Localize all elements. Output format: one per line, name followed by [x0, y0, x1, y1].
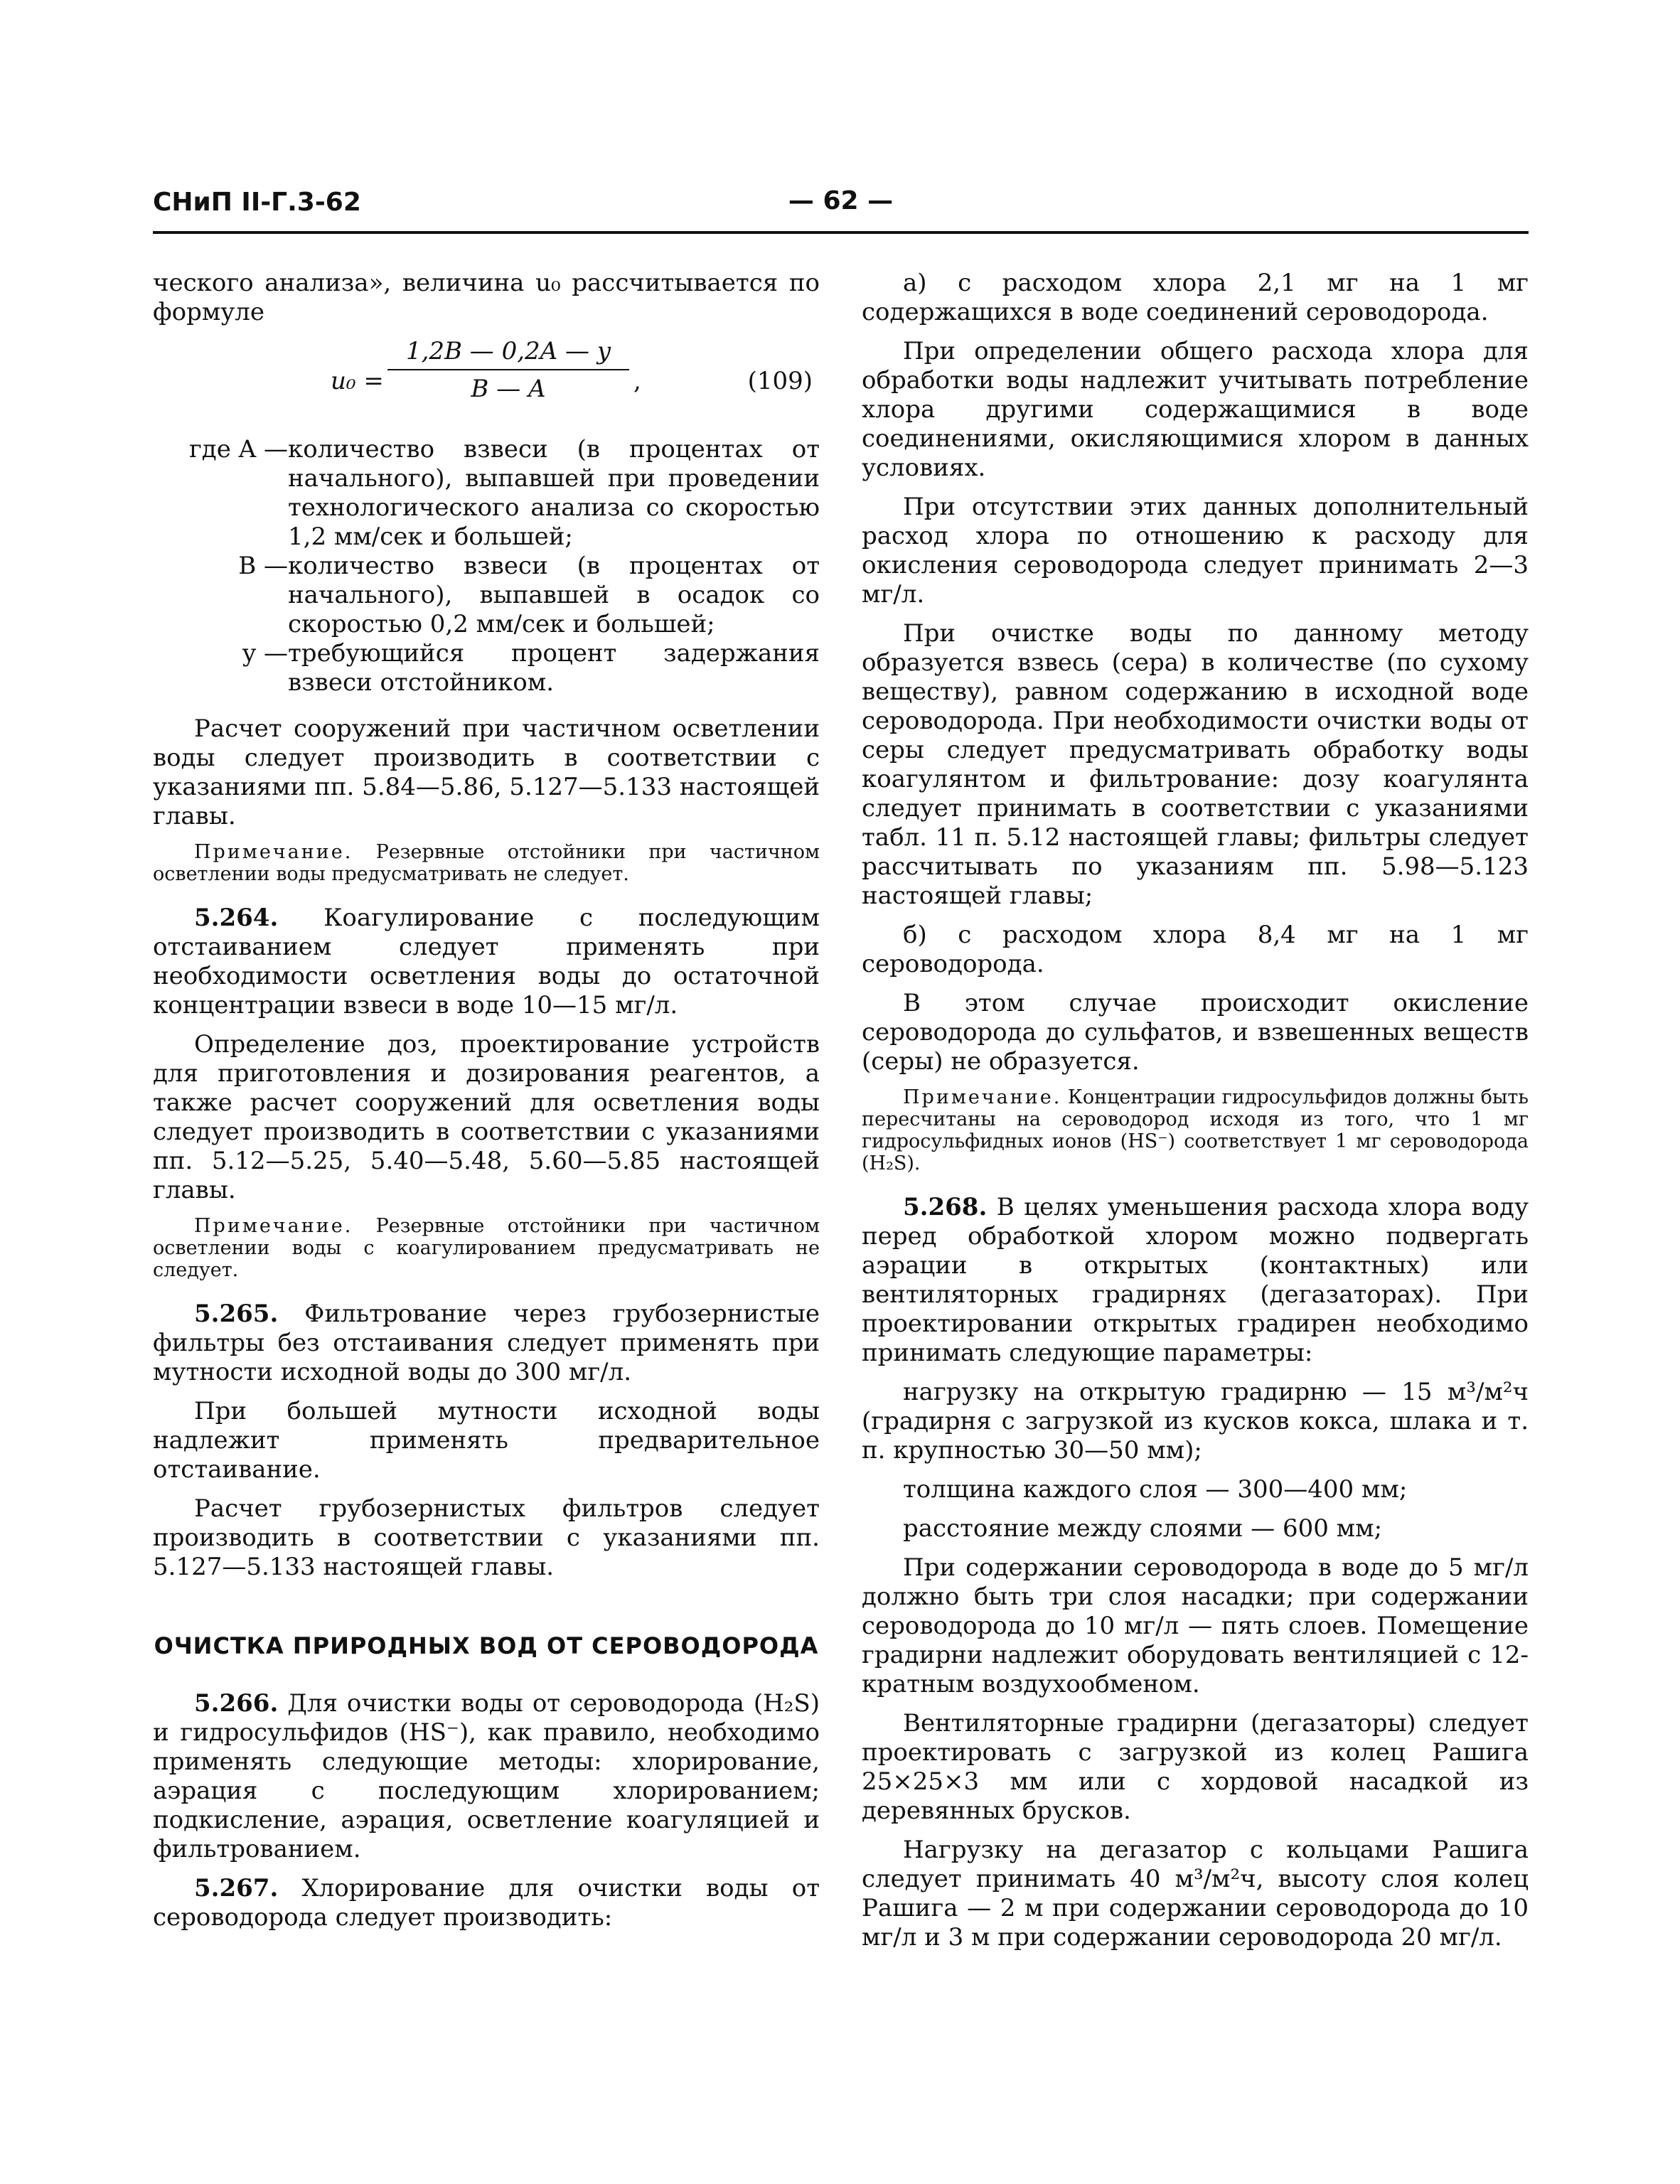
paragraph-number: 5.265. [194, 1300, 279, 1328]
paragraph-text: Фильтрование через грубозернистые фильтры без отстаивания следует применять при мутности исходной воды до 300 мг/л. [153, 1300, 820, 1386]
intro-text: ческого анализа», величина u₀ рассчитывается по формуле [153, 269, 820, 326]
formula-number: (109) [747, 367, 813, 395]
definition-text: требующийся процент задержания взвеси отстойником. [288, 639, 820, 697]
formula-lhs: u₀ = [331, 367, 384, 395]
note-label: Примечание. [194, 1215, 353, 1237]
formula-fraction [387, 337, 629, 404]
paragraph: Вентиляторные градирни (дегазаторы) следует проектировать с загрузкой из колец Рашига 25×25×3 мм или с хордовой насадкой из деревянных брусков. [862, 1709, 1529, 1825]
paragraph: Расчет грубозернистых фильтров следует производить в соответствии с указаниями пп. 5.127—5.133 настоящей главы. [153, 1494, 820, 1581]
document-code: СНиП II-Г.3-62 [153, 188, 361, 217]
paragraph: Нагрузку на дегазатор с кольцами Рашига следует принимать 40 м³/м²ч, высоту слоя колец Рашига — 2 м при содержании сероводорода до 10 мг/л и 3 м при содержании сероводорода 20 мг/л. [862, 1836, 1529, 1952]
paragraph-5-268 [862, 1193, 1529, 1368]
list-item-b: б) с расходом хлора 8,4 мг на 1 мг сероводорода. [862, 921, 1529, 978]
note-text: Концентрации гидросульфидов должны быть пересчитаны на сероводород исходя из того, что 1 мг гидросульфидных ионов (HS⁻) соответствует 1 мг сероводорода (H₂S). [862, 1086, 1529, 1174]
definition-symbol: где A — [188, 435, 288, 464]
definition-symbol: B — [238, 552, 288, 580]
note [153, 1215, 820, 1281]
section-title: ОЧИСТКА ПРИРОДНЫХ ВОД ОТ СЕРОВОДОРОДА [154, 1632, 819, 1659]
note-label: Примечание. [194, 841, 353, 863]
page-number: — 62 — [788, 186, 894, 215]
definition-item [153, 435, 820, 552]
paragraph: При очистке воды по данному методу образуется взвесь (сера) в количестве (по сухому веществу), равном содержанию в исходной воде сероводорода. При необходимости очистки воды от серы следует предусматривать обработку воды коагулянтом и фильтрование: дозу коагулянта следует принимать в соответствии с указаниями табл. 11 п. 5.12 настоящей главы; фильтры следует рассчитывать по указаниям пп. 5.98—5.123 настоящей главы; [862, 619, 1529, 910]
paragraph: Определение доз, проектирование устройств для приготовления и дозирования реагентов, а также расчет сооружений для осветления воды следует производить в соответствии с указаниями пп. 5.12—5.25, 5.40—5.48, 5.60—5.85 настоящей главы. [153, 1030, 820, 1204]
formula-denominator: B — A [471, 375, 546, 403]
definition-item [153, 639, 820, 697]
note [153, 841, 820, 885]
note-text: Резервные отстойники при частичном осветлении воды предусматривать не следует. [153, 841, 820, 885]
note-label: Примечание. [903, 1086, 1062, 1108]
paragraph: В этом случае происходит окисление сероводорода до сульфатов, и взвешенных веществ (серы) не образуется. [862, 989, 1529, 1076]
header-rule [153, 231, 1529, 234]
formula-109 [153, 337, 820, 422]
paragraph-number: 5.267. [194, 1874, 279, 1902]
definition-symbol: y — [242, 639, 288, 668]
list-item-a: а) с расходом хлора 2,1 мг на 1 мг содержащихся в воде соединений сероводорода. [862, 269, 1529, 326]
paragraph-number: 5.266. [194, 1689, 279, 1718]
page-header [153, 183, 1529, 226]
paragraph-number: 5.268. [903, 1193, 988, 1221]
paragraph-text: Для очистки воды от сероводорода (H₂S) и гидросульфидов (HS⁻), как правило, необходимо применять следующие методы: хлорирование, аэрация с последующим хлорированием; подкисление, аэрация, осветление коагуляцией и фильтрованием. [153, 1689, 820, 1863]
right-column [862, 269, 1529, 1962]
paragraph: При содержании сероводорода в воде до 5 мг/л должно быть три слоя насадки; при содержании сероводорода до 10 мг/л — пять слоев. Помещение градирни надлежит оборудовать вентиляцией с 12-кратным воздухообменом. [862, 1553, 1529, 1698]
paragraph: Расчет сооружений при частичном осветлении воды следует производить в соответствии с указаниями пп. 5.84—5.86, 5.127—5.133 настоящей главы. [153, 714, 820, 830]
paragraph-text: Хлорирование для очистки воды от сероводорода следует производить: [153, 1874, 820, 1932]
formula-numerator: 1,2B — 0,2A — y [387, 337, 629, 370]
paragraph-text: В целях уменьшения расхода хлора воду перед обработкой хлором можно подвергать аэрации в открытых (контактных) или вентиляторных градирнях (дегазаторах). При проектировании открытых градирен необходимо принимать следующие параметры: [862, 1193, 1529, 1367]
paragraph: При большей мутности исходной воды надлежит применять предварительное отстаивание. [153, 1397, 820, 1484]
note [862, 1086, 1529, 1174]
parameter-item: нагрузку на открытую градирню — 15 м³/м²ч (градирня с загрузкой из кусков кокса, шлака и т. п. крупностью 30—50 мм); [862, 1378, 1529, 1465]
paragraph-5-267 [153, 1874, 820, 1932]
parameter-item: расстояние между слоями — 600 мм; [903, 1514, 1383, 1543]
note-text: Резервные отстойники при частичном осветлении воды с коагулированием предусматривать не следует. [153, 1215, 820, 1281]
paragraph-text: Коагулирование с последующим отстаиванием следует применять при необходимости осветления воды до остаточной концентрации взвеси в воде 10—15 мг/л. [153, 904, 820, 1019]
paragraph-number: 5.264. [194, 904, 279, 932]
paragraph: При отсутствии этих данных дополнительный расход хлора по отношению к расходу для окисления сероводорода следует принимать 2—3 мг/л. [862, 493, 1529, 609]
paragraph: При определении общего расхода хлора для обработки воды надлежит учитывать потребление хлора другими содержащимися в воде соединениями, окисляющимися хлором в данных условиях. [862, 337, 1529, 482]
formula-comma: , [633, 367, 641, 395]
left-column [153, 269, 820, 1942]
parameter-item: толщина каждого слоя — 300—400 мм; [903, 1475, 1408, 1504]
paragraph-5-264 [153, 904, 820, 1020]
paragraph-5-266 [153, 1689, 820, 1864]
definition-text: количество взвеси (в процентах от начального), выпавшей в осадок со скоростью 0,2 мм/сек и большей; [288, 552, 820, 638]
definition-text: количество взвеси (в процентах от начального), выпавшей при проведении технологического анализа со скоростью 1,2 мм/сек и большей; [288, 435, 820, 551]
definition-list [153, 435, 820, 697]
paragraph-5-265 [153, 1300, 820, 1387]
definition-item [153, 552, 820, 639]
